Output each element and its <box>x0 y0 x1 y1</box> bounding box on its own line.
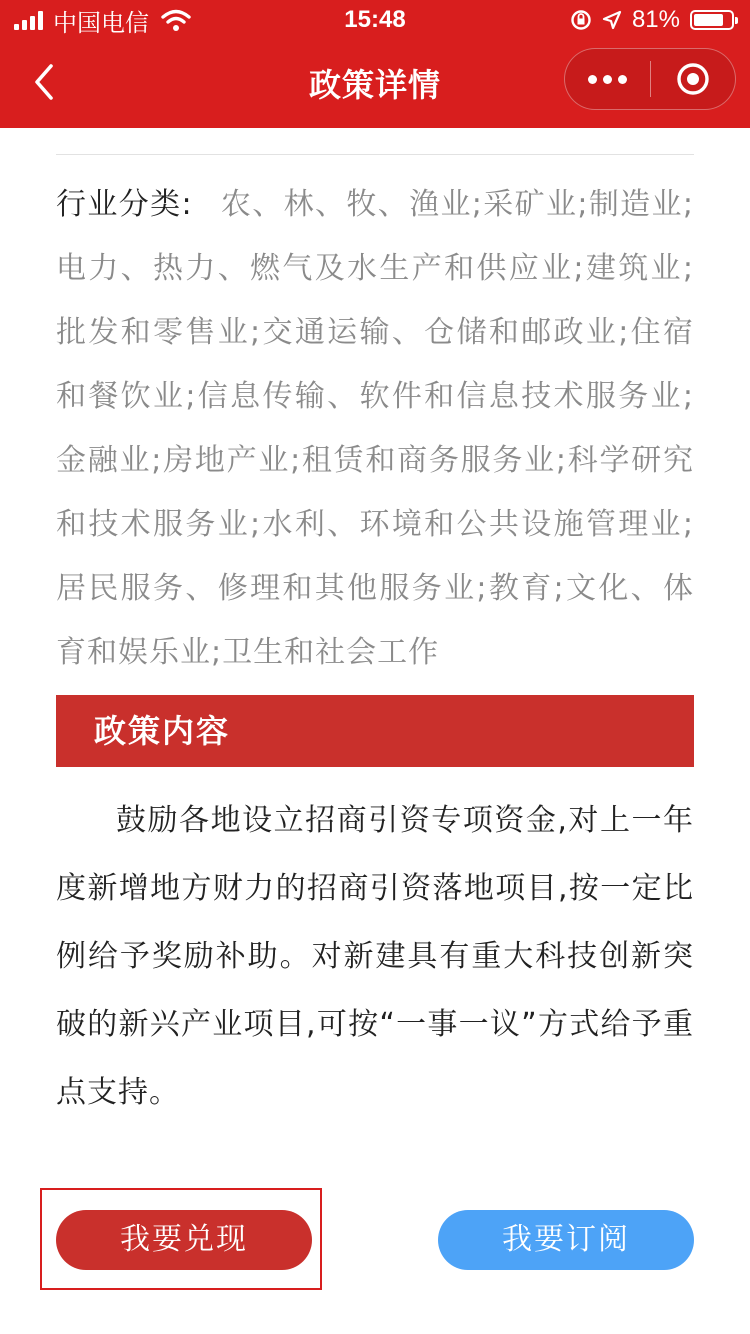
status-right <box>570 6 734 34</box>
redeem-button[interactable]: 我要兑现 <box>56 1210 312 1270</box>
more-dots-icon <box>588 75 597 84</box>
more-button[interactable] <box>565 49 650 109</box>
mini-program-capsule <box>564 48 736 110</box>
policy-content-header: 政策内容 <box>56 695 694 767</box>
wifi-icon <box>161 9 191 31</box>
close-mini-program-button[interactable] <box>651 49 736 109</box>
industry-label: 行业分类: <box>56 187 193 222</box>
status-bar <box>0 0 750 40</box>
industry-value: 农、林、牧、渔业;采矿业;制造业;电力、热力、燃气及水生产和供应业;建筑业;批发和零售业;交通运输、仓储和邮政业;住宿和餐饮业;信息传输、软件和信息技术服务业;金融业;房地产业;租赁和商务服务业;科学研究和技术服务业;水利、环境和公共设施管理业;居民服务、修理和其他服务业;教育;文化、体育和娱乐业;卫生和社会工作 <box>56 187 695 670</box>
status-left <box>14 6 191 37</box>
signal-icon <box>14 10 43 30</box>
previous-field-divider <box>56 128 694 155</box>
status-time: 15:48 <box>344 6 406 33</box>
carrier-name: 中国电信 <box>53 8 149 37</box>
battery-icon <box>690 10 734 30</box>
location-icon <box>602 10 622 30</box>
battery-percent: 81% <box>631 6 680 33</box>
battery-level-fill <box>694 14 723 26</box>
policy-detail-content <box>56 128 694 1127</box>
rotation-lock-icon <box>570 9 592 31</box>
back-button[interactable] <box>22 60 66 104</box>
chevron-left-icon <box>31 62 57 102</box>
mini-program-close-icon <box>676 62 710 96</box>
industry-classification <box>56 173 694 685</box>
policy-content-text: 鼓励各地设立招商引资专项资金,对上一年度新增地方财力的招商引资落地项目,按一定比例给予奖励补助。对新建具有重大科技创新突破的新兴产业项目,可按“一事一议”方式给予重点支持。 <box>56 803 694 1110</box>
page-title: 政策详情 <box>308 66 441 104</box>
subscribe-button[interactable]: 我要订阅 <box>438 1210 694 1270</box>
navigation-bar <box>0 40 750 128</box>
